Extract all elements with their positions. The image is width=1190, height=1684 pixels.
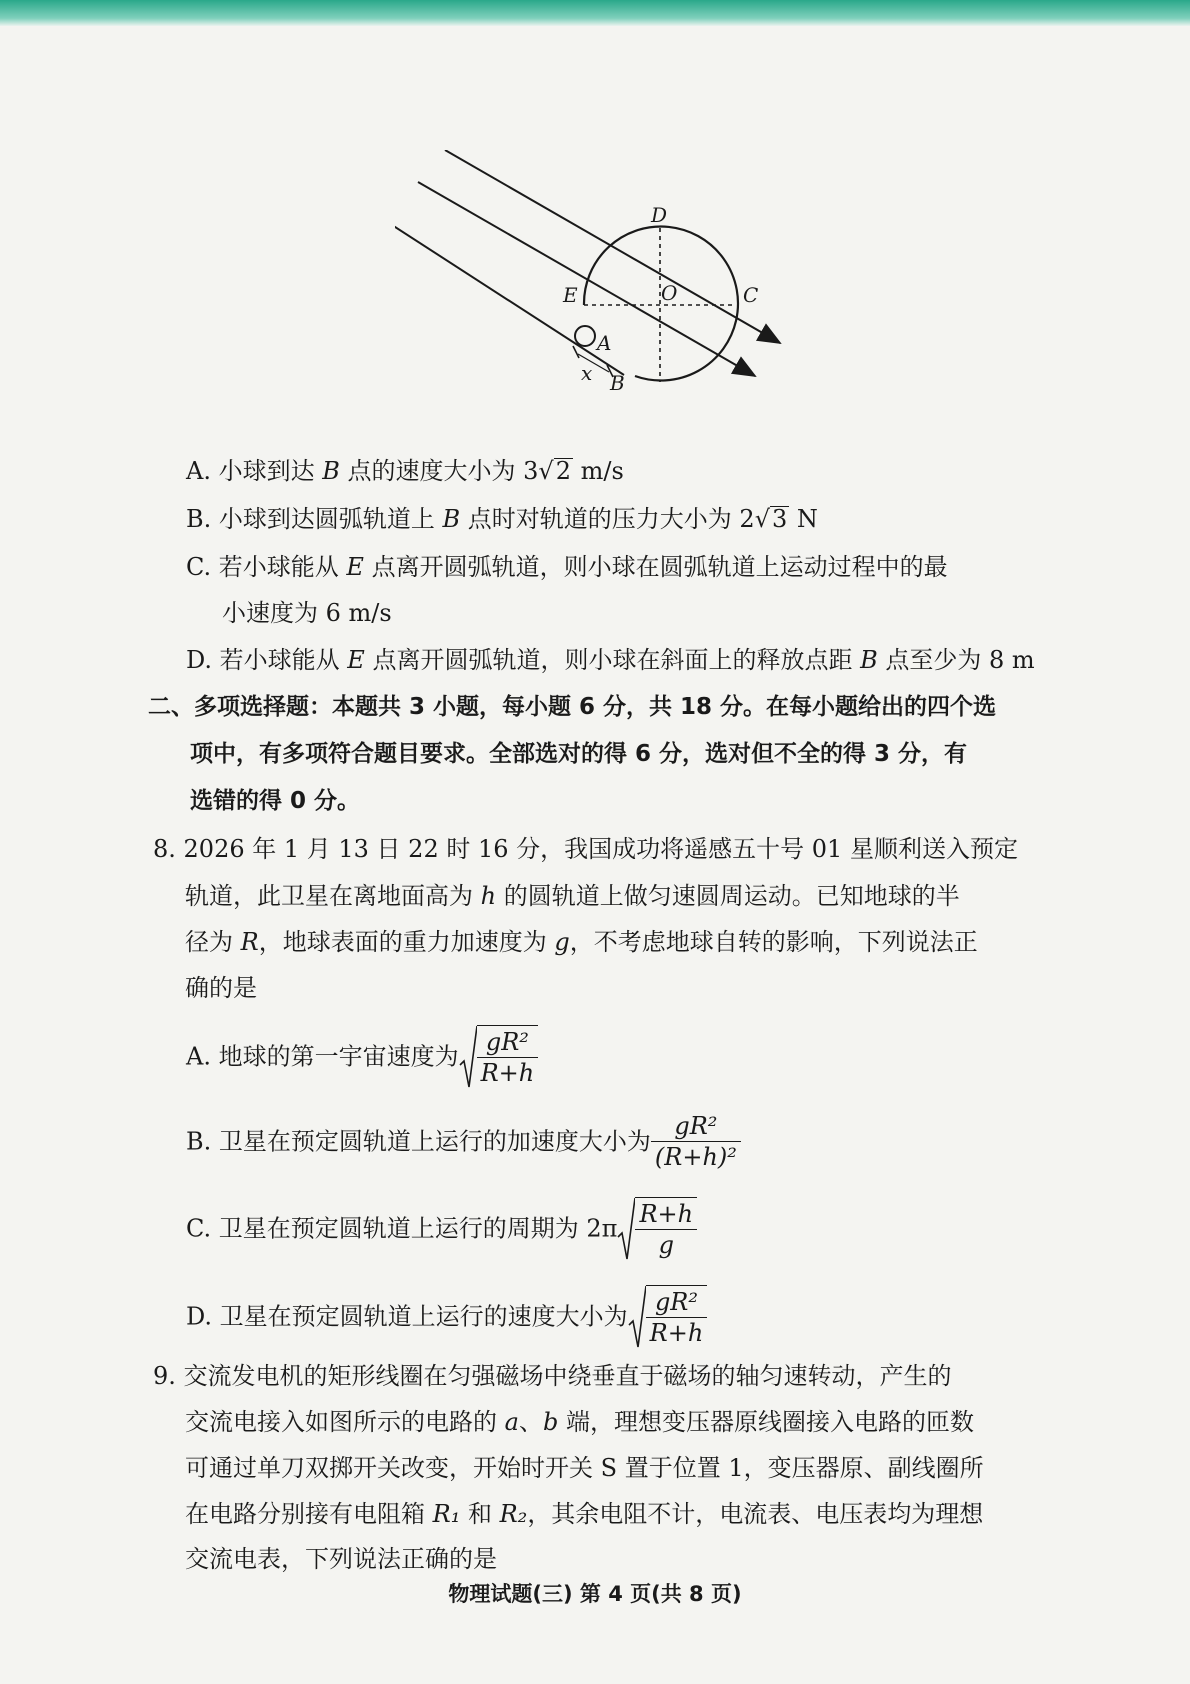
q9-line3: 可通过单刀双掷开关改变，开始时开关 S 置于位置 1，变压器原、副线圈所 <box>185 1454 984 1482</box>
q9-line1: 9. 交流发电机的矩形线圈在匀强磁场中绕垂直于磁场的轴匀速转动，产生的 <box>153 1362 952 1390</box>
label-C: C <box>743 283 759 307</box>
label-B: B <box>610 371 625 395</box>
track-diagram <box>395 150 845 425</box>
q7-option-c-cont: 小速度为 6 m/s <box>222 599 392 627</box>
section2-line3: 选错的得 0 分。 <box>190 788 361 814</box>
q8-option-a: A. 地球的第一宇宙速度为 $\frac{\text{gR²}}{R+h}$ <box>186 1025 538 1088</box>
section2-line2: 项中，有多项符合题目要求。全部选对的得 6 分，选对但不全的得 3 分，有 <box>190 741 968 767</box>
q8-option-d: D. 卫星在预定圆轨道上运行的速度大小为 $\frac{\text{gR²}}{R+h}$ <box>186 1285 707 1348</box>
ball <box>575 326 595 346</box>
section2-line1: 二、多项选择题：本题共 3 小题，每小题 6 分，共 18 分。在每小题给出的四个选 <box>148 694 997 720</box>
page-footer: 物理试题(三) 第 4 页(共 8 页) <box>448 1582 742 1606</box>
q8-line3: 径为 R，地球表面的重力加速度为 g，不考虑地球自转的影响，下列说法正 <box>185 928 978 956</box>
label-x: x <box>581 361 593 385</box>
q9-line5: 交流电表，下列说法正确的是 <box>185 1545 497 1573</box>
label-E: E <box>563 283 578 307</box>
q9-line4: 在电路分别接有电阻箱 R₁ 和 R₂，其余电阻不计，电流表、电压表均为理想 <box>185 1500 984 1528</box>
q8-option-c: C. 卫星在预定圆轨道上运行的周期为 2π $\frac{R+h}{g}$ <box>186 1197 697 1260</box>
incline-line <box>395 214 624 375</box>
q7-option-d: D. 若小球能从 E 点离开圆弧轨道，则小球在斜面上的释放点距 B 点至少为 8 m <box>186 646 1035 674</box>
q8-option-b: B. 卫星在预定圆轨道上运行的加速度大小为 $\frac{\text{gR²}}{\text{(R+h)²}}$ <box>186 1110 741 1172</box>
q7-option-a: A. 小球到达 B 点的速度大小为 3√2 m/s <box>186 457 624 485</box>
label-A: A <box>597 331 612 355</box>
q8-line2: 轨道，此卫星在离地面高为 h 的圆轨道上做匀速圆周运动。已知地球的半 <box>185 882 960 910</box>
q7-option-c: C. 若小球能从 E 点离开圆弧轨道，则小球在圆弧轨道上运动过程中的最 <box>186 553 948 581</box>
q7-option-b: B. 小球到达圆弧轨道上 B 点时对轨道的压力大小为 2√3 N <box>186 505 818 533</box>
q8-line4: 确的是 <box>185 974 257 1002</box>
q9-line2: 交流电接入如图所示的电路的 a、b 端，理想变压器原线圈接入电路的匝数 <box>185 1408 974 1436</box>
field-line-middle <box>418 182 755 376</box>
label-O: O <box>661 281 678 305</box>
x-marker-left <box>573 346 579 358</box>
q8-line1: 8. 2026 年 1 月 13 日 22 时 16 分，我国成功将遥感五十号 01 星顺利送入预定 <box>153 835 1018 863</box>
field-line-top <box>445 150 780 343</box>
label-D: D <box>651 203 668 227</box>
